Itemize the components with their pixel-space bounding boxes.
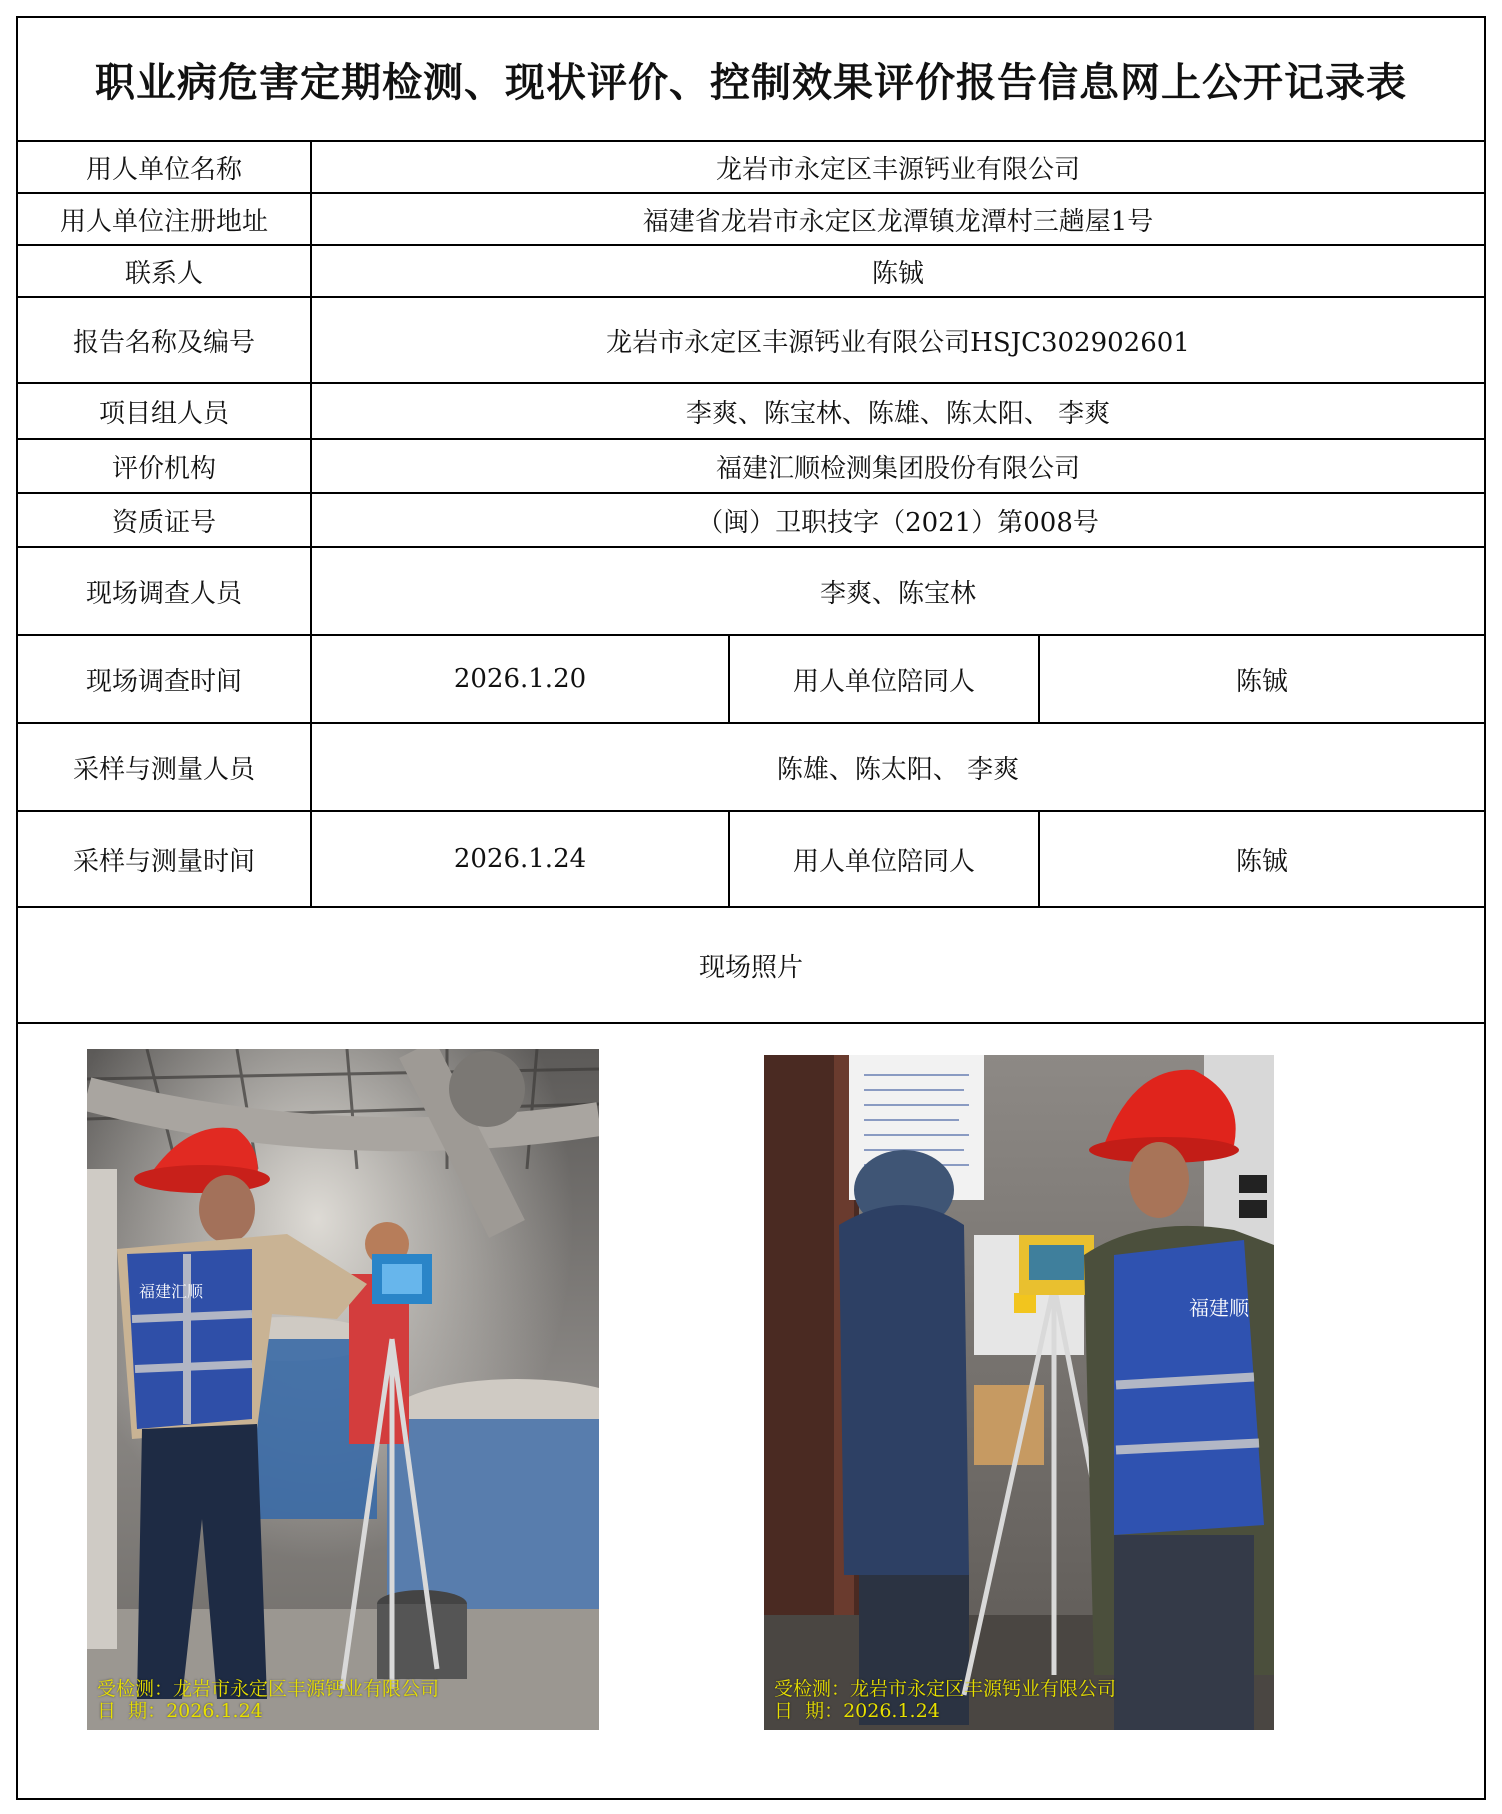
value-contact: 陈铖 bbox=[310, 246, 1484, 296]
label-team: 项目组人员 bbox=[98, 398, 229, 429]
photo-2-caption-line1: 受检测：龙岩市永定区丰源钙业有限公司 bbox=[774, 1678, 1117, 1700]
row-survey-staff bbox=[18, 548, 1484, 636]
value-sampling-time: 2026.1.24 bbox=[310, 812, 728, 906]
value-survey-time: 2026.1.20 bbox=[310, 636, 728, 722]
value-survey-companion: 陈铖 bbox=[1038, 636, 1484, 722]
site-photo-1 bbox=[87, 1049, 599, 1730]
photos-title: 现场照片 bbox=[698, 952, 803, 983]
record-form bbox=[16, 16, 1486, 1800]
photos-area bbox=[18, 1047, 1484, 1798]
row-employer-address bbox=[18, 194, 1484, 246]
value-employer-address: 福建省龙岩市永定区龙潭镇龙潭村三趟屋1号 bbox=[310, 194, 1484, 244]
value-sampling-staff: 陈雄、陈太阳、 李爽 bbox=[310, 724, 1484, 810]
value-team: 李爽、陈宝林、陈雄、陈太阳、 李爽 bbox=[310, 384, 1484, 438]
label-employer-name: 用人单位名称 bbox=[85, 154, 242, 185]
label-sampling-staff: 采样与测量人员 bbox=[72, 754, 255, 785]
row-report bbox=[18, 298, 1484, 384]
vest-text-2: 福建顺 bbox=[1189, 1296, 1249, 1320]
row-team bbox=[18, 384, 1484, 440]
photo-1-caption-line1: 受检测：龙岩市永定区丰源钙业有限公司 bbox=[97, 1678, 440, 1700]
label-employer-address: 用人单位注册地址 bbox=[59, 206, 268, 237]
value-report: 龙岩市永定区丰源钙业有限公司HSJC302902601 bbox=[310, 298, 1484, 382]
label-survey-time: 现场调查时间 bbox=[85, 666, 242, 697]
label-contact: 联系人 bbox=[124, 258, 203, 289]
row-agency bbox=[18, 440, 1484, 494]
label-license: 资质证号 bbox=[111, 507, 216, 538]
photo-1-caption-line2: 日 期：2026.1.24 bbox=[97, 1700, 263, 1722]
row-contact bbox=[18, 246, 1484, 298]
photo-2-caption-line2: 日 期：2026.1.24 bbox=[774, 1700, 940, 1722]
form-title: 职业病危害定期检测、现状评价、控制效果评价报告信息网上公开记录表 bbox=[18, 18, 1484, 142]
row-photos-title bbox=[18, 908, 1484, 1024]
label-sampling-companion: 用人单位陪同人 bbox=[728, 812, 1038, 906]
label-report: 报告名称及编号 bbox=[72, 327, 255, 358]
label-survey-staff: 现场调查人员 bbox=[85, 578, 242, 609]
site-photo-2-image bbox=[764, 1055, 1274, 1730]
label-agency: 评价机构 bbox=[111, 453, 216, 484]
row-sampling-time bbox=[18, 812, 1484, 908]
label-survey-companion: 用人单位陪同人 bbox=[728, 636, 1038, 722]
value-license: （闽）卫职技字（2021）第008号 bbox=[310, 494, 1484, 546]
row-license bbox=[18, 494, 1484, 548]
site-photo-1-image bbox=[87, 1049, 599, 1730]
value-employer-name: 龙岩市永定区丰源钙业有限公司 bbox=[310, 142, 1484, 192]
row-survey-time bbox=[18, 636, 1484, 724]
value-survey-staff: 李爽、陈宝林 bbox=[310, 548, 1484, 634]
row-sampling-staff bbox=[18, 724, 1484, 812]
label-sampling-time: 采样与测量时间 bbox=[72, 846, 255, 877]
vest-text-1: 福建汇顺 bbox=[139, 1282, 204, 1301]
photo-1-caption bbox=[97, 1678, 439, 1722]
photo-2-caption bbox=[774, 1678, 1116, 1722]
value-sampling-companion: 陈铖 bbox=[1038, 812, 1484, 906]
row-employer-name bbox=[18, 142, 1484, 194]
value-agency: 福建汇顺检测集团股份有限公司 bbox=[310, 440, 1484, 492]
site-photo-2 bbox=[764, 1055, 1274, 1730]
